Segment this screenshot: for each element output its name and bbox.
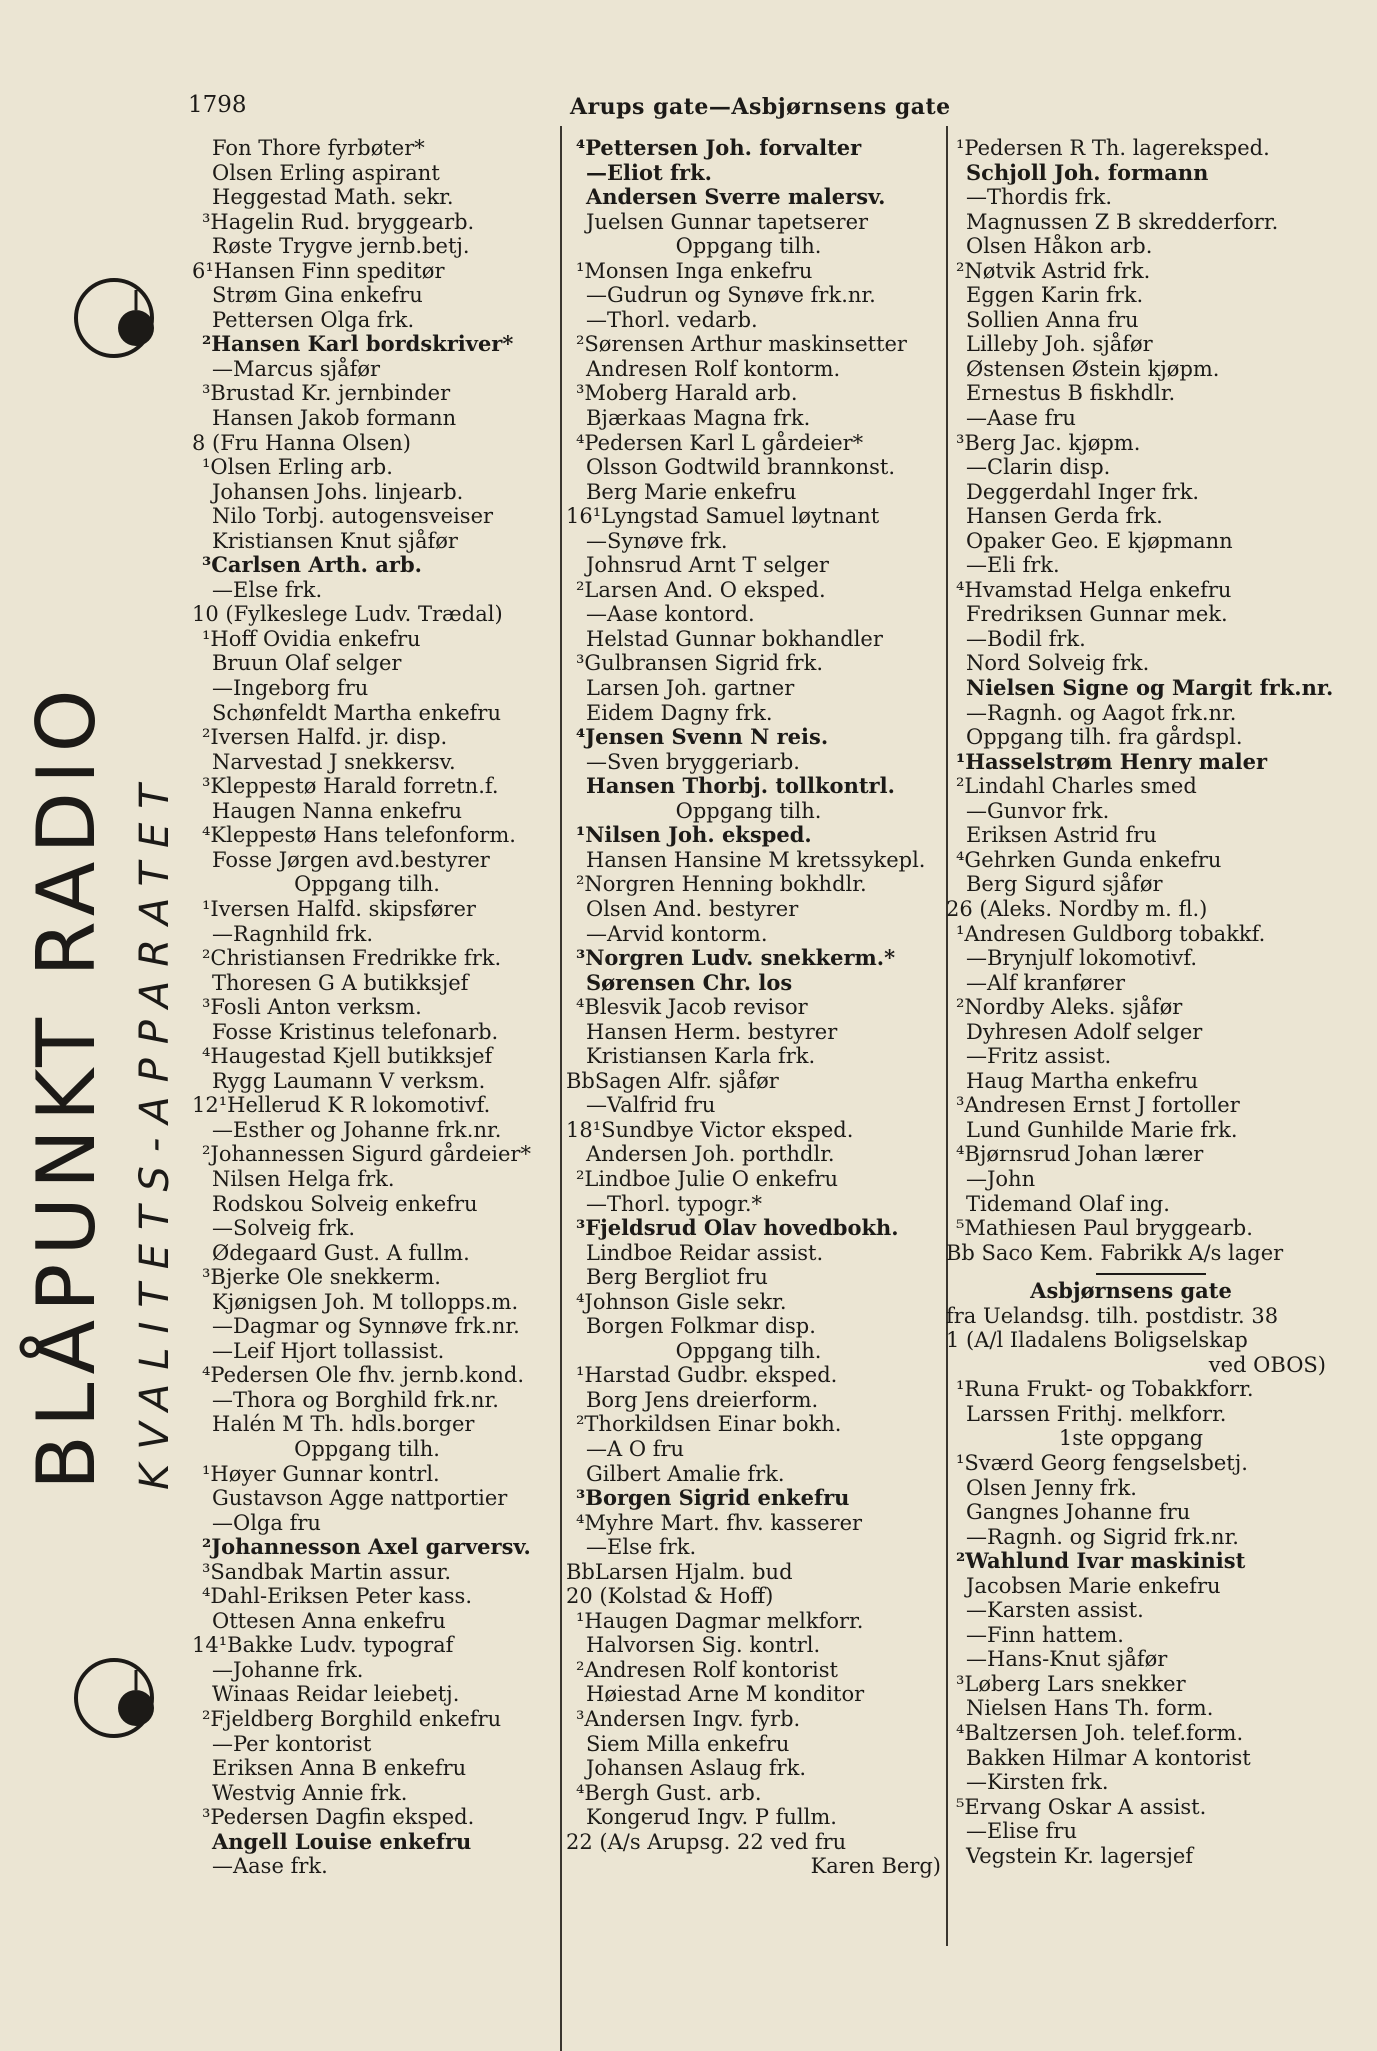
directory-entry: —Arvid kontorm.	[586, 921, 768, 946]
directory-entry: Høiestad Arne M konditor	[586, 1682, 865, 1707]
directory-entry: 1 (A/l Iladalens Boligselskap	[946, 1328, 1248, 1353]
directory-entry: Lund Gunhilde Marie frk.	[966, 1117, 1238, 1142]
directory-entry: Sørensen Chr. los	[586, 969, 793, 995]
directory-entry: ⁴Dahl-Eriksen Peter kass.	[202, 1584, 472, 1609]
directory-entry: ²Nøtvik Astrid frk.	[956, 258, 1151, 283]
directory-entry: Hansen Herm. bestyrer	[586, 1019, 838, 1044]
directory-entry: ³Hagelin Rud. bryggearb.	[202, 209, 475, 234]
directory-entry: ³Carlsen Arth. arb.	[202, 552, 422, 578]
directory-column-1	[192, 136, 562, 1879]
directory-entry: Jacobsen Marie enkefru	[966, 1573, 1221, 1598]
directory-entry: —Kirsten frk.	[966, 1770, 1109, 1795]
directory-entry: —Johanne frk.	[212, 1657, 364, 1682]
directory-entry: —Ragnh. og Aagot frk.nr.	[966, 700, 1237, 725]
directory-column-2	[566, 136, 951, 1879]
directory-entry: Oppgang tilh.	[675, 798, 822, 823]
directory-entry: ¹Olsen Erling arb.	[202, 455, 393, 480]
directory-entry: Juelsen Gunnar tapetserer	[586, 209, 869, 234]
directory-entry: —Hans-Knut sjåfør	[966, 1647, 1168, 1672]
directory-entry: ⁴Bergh Gust. arb.	[576, 1780, 762, 1805]
directory-entry: —Else frk.	[586, 1535, 697, 1560]
directory-entry: ¹Harstad Gudbr. eksped.	[576, 1363, 838, 1388]
directory-entry: ²Hansen Karl bordskriver*	[202, 331, 514, 357]
directory-entry: Andersen Joh. porthdlr.	[586, 1142, 835, 1167]
directory-entry: ³Løberg Lars snekker	[956, 1671, 1186, 1696]
directory-entry: Deggerdahl Inger frk.	[966, 479, 1200, 504]
directory-entry: Borgen Folkmar disp.	[586, 1314, 816, 1339]
directory-entry: 8 (Fru Hanna Olsen)	[192, 430, 411, 455]
directory-entry: Thoresen G A butikksjef	[212, 970, 469, 995]
directory-entry: 10 (Fylkeslege Ludv. Trædal)	[192, 602, 503, 627]
directory-entry: Berg Bergliot fru	[586, 1265, 768, 1290]
directory-entry: ³Bjerke Ole snekkerm.	[202, 1265, 441, 1290]
directory-entry: ²Lindboe Julie O enkefru	[576, 1166, 839, 1191]
directory-entry: Ottesen Anna enkefru	[212, 1608, 446, 1633]
directory-entry: 18¹Sundbye Victor eksped.	[566, 1117, 854, 1142]
directory-entry: ³Moberg Harald arb.	[576, 381, 798, 406]
directory-entry: ³Fjeldsrud Olav hovedbokh.	[576, 1215, 899, 1241]
directory-entry: Bb Saco Kem. Fabrikk A/s lager	[946, 1240, 1284, 1265]
directory-entry: Haugen Nanna enkefru	[212, 798, 463, 823]
directory-entry: Nord Solveig frk.	[966, 651, 1150, 676]
directory-entry: ²Thorkildsen Einar bokh.	[576, 1412, 842, 1437]
directory-entry: Dyhresen Adolf selger	[966, 1019, 1203, 1044]
directory-entry: Fon Thore fyrbøter*	[212, 136, 425, 160]
directory-entry: Lindboe Reidar assist.	[586, 1240, 824, 1265]
directory-entry: Nilo Torbj. autogensveiser	[212, 504, 494, 529]
directory-entry: ¹Monsen Inga enkefru	[576, 258, 813, 283]
directory-entry: Opaker Geo. E kjøpmann	[966, 528, 1233, 553]
page-header: Arups gate—Asbjørnsens gate	[570, 94, 951, 120]
directory-entry: Karen Berg)	[810, 1854, 941, 1879]
directory-entry: —Finn hattem.	[966, 1622, 1124, 1647]
directory-entry: ¹Høyer Gunnar kontrl.	[202, 1461, 440, 1486]
directory-entry: Eriksen Anna B enkefru	[212, 1756, 467, 1781]
directory-entry: —A O fru	[586, 1436, 685, 1461]
directory-entry: Kristiansen Knut sjåfør	[212, 528, 458, 553]
directory-entry: —Olga fru	[212, 1510, 321, 1535]
directory-entry: 6¹Hansen Finn speditør	[192, 258, 445, 283]
directory-entry: Østensen Østein kjøpm.	[966, 356, 1220, 381]
directory-entry: Eggen Karin frk.	[966, 283, 1144, 308]
directory-entry: 1ste oppgang	[1058, 1426, 1204, 1451]
directory-entry: ⁴Hvamstad Helga enkefru	[956, 577, 1232, 602]
directory-entry: ¹Hoff Ovidia enkefru	[202, 626, 421, 651]
directory-entry: ³Berg Jac. kjøpm.	[956, 430, 1141, 455]
directory-entry: Kongerud Ingv. P fullm.	[586, 1805, 837, 1830]
directory-entry: —Dagmar og Synnøve frk.nr.	[212, 1314, 520, 1339]
directory-entry: Angell Louise enkefru	[212, 1828, 472, 1854]
directory-entry: Nielsen Signe og Margit frk.nr.	[966, 675, 1334, 701]
directory-entry: Heggestad Math. sekr.	[212, 185, 454, 210]
directory-entry: ³Pedersen Dagfin eksped.	[202, 1805, 475, 1830]
directory-entry: —Solveig frk.	[212, 1216, 356, 1241]
directory-column-3	[946, 136, 1336, 1868]
directory-entry: ⁴Pedersen Ole fhv. jernb.kond.	[202, 1363, 525, 1388]
directory-entry: BbLarsen Hjalm. bud	[566, 1559, 793, 1584]
directory-entry: Bjærkaas Magna frk.	[586, 406, 811, 431]
directory-entry: ²Lindahl Charles smed	[956, 774, 1197, 799]
directory-entry: ²Sørensen Arthur maskinsetter	[576, 332, 907, 357]
directory-entry: Larssen Frithj. melkforr.	[966, 1401, 1227, 1426]
directory-entry: —Ragnhild frk.	[212, 921, 374, 946]
directory-entry: —Per kontorist	[212, 1731, 372, 1756]
directory-entry: Rygg Laumann V verksm.	[212, 1068, 486, 1093]
directory-entry: Gustavson Agge nattportier	[212, 1486, 508, 1511]
directory-entry: ²Christiansen Fredrikke frk.	[202, 946, 502, 971]
directory-entry: Ernestus B fiskhdlr.	[966, 381, 1176, 406]
directory-entry: ved OBOS)	[1208, 1352, 1326, 1377]
directory-entry: —Marcus sjåfør	[212, 356, 381, 381]
directory-entry: Haug Martha enkefru	[966, 1068, 1199, 1093]
directory-entry: Asbjørnsens gate	[1030, 1278, 1232, 1304]
directory-entry: —Gudrun og Synøve frk.nr.	[586, 283, 876, 308]
directory-entry: Johnsrud Arnt T selger	[586, 553, 829, 578]
directory-entry: Oppgang tilh.	[675, 234, 822, 259]
directory-entry: ¹Hasselstrøm Henry maler	[956, 748, 1268, 774]
blaupunkt-logo-icon	[70, 270, 166, 366]
directory-entry: ³Kleppestø Harald forretn.f.	[202, 774, 499, 799]
directory-entry: —Alf kranfører	[966, 970, 1126, 995]
directory-entry: ⁵Mathiesen Paul bryggearb.	[956, 1216, 1253, 1241]
directory-entry: Winaas Reidar leiebetj.	[212, 1682, 460, 1707]
directory-entry: Strøm Gina enkefru	[212, 283, 423, 308]
directory-entry: —Else frk.	[212, 577, 323, 602]
directory-entry: Oppgang tilh.	[294, 872, 440, 897]
directory-entry: Røste Trygve jernb.betj.	[212, 234, 470, 259]
directory-entry: ²Iversen Halfd. jr. disp.	[202, 725, 448, 750]
directory-entry: ⁴Jensen Svenn N reis.	[576, 724, 829, 750]
directory-entry: Oppgang tilh.	[675, 1338, 822, 1363]
page-number: 1798	[188, 92, 247, 118]
directory-entry: —Ragnh. og Sigrid frk.nr.	[966, 1524, 1239, 1549]
directory-entry: Andresen Rolf kontorm.	[586, 356, 841, 381]
directory-entry: Bruun Olaf selger	[212, 651, 402, 676]
directory-entry: Pettersen Olga frk.	[212, 307, 415, 332]
directory-entry: Olsen Erling aspirant	[212, 160, 440, 185]
directory-entry: Olsen And. bestyrer	[586, 896, 799, 921]
directory-entry: ⁴Johnson Gisle sekr.	[576, 1289, 787, 1314]
directory-entry: —Sven bryggeriarb.	[586, 749, 800, 774]
directory-entry: —Leif Hjort tollassist.	[212, 1338, 445, 1363]
directory-entry: —John	[966, 1166, 1036, 1191]
directory-entry: —Bodil frk.	[966, 626, 1086, 651]
directory-entry: ³Brustad Kr. jernbinder	[202, 381, 451, 406]
directory-entry: ²Wahlund Ivar maskinist	[956, 1548, 1246, 1574]
directory-entry: Lilleby Joh. sjåfør	[966, 332, 1153, 357]
directory-entry: —Synøve frk.	[586, 528, 728, 553]
directory-entry: Hansen Hansine M kretssykepl.	[586, 847, 926, 872]
directory-entry: Johansen Aslaug frk.	[586, 1756, 807, 1781]
directory-entry: Hansen Thorbj. tollkontrl.	[586, 773, 895, 799]
directory-entry: Berg Sigurd sjåfør	[966, 872, 1163, 897]
directory-entry: Bakken Hilmar A kontorist	[966, 1745, 1251, 1770]
directory-entry: ⁴Pedersen Karl L gårdeier*	[576, 430, 864, 455]
directory-entry: Gangnes Johanne fru	[966, 1500, 1191, 1525]
directory-entry: Narvestad J snekkersv.	[212, 749, 456, 774]
directory-entry: ⁴Blesvik Jacob revisor	[576, 995, 808, 1020]
directory-entry: —Gunvor frk.	[966, 798, 1110, 823]
directory-entry: Olsen Håkon arb.	[966, 234, 1153, 259]
directory-entry: —Thorl. typogr.*	[586, 1191, 763, 1216]
directory-entry: —Eli frk.	[966, 553, 1060, 578]
directory-entry: Fosse Kristinus telefonarb.	[212, 1019, 499, 1044]
directory-entry: Hansen Gerda frk.	[966, 504, 1163, 529]
directory-entry: Helstad Gunnar bokhandler	[586, 626, 883, 651]
directory-entry: Gilbert Amalie frk.	[586, 1461, 785, 1486]
directory-entry: ²Fjeldberg Borghild enkefru	[202, 1707, 502, 1731]
directory-entry: ³Gulbransen Sigrid frk.	[576, 651, 823, 676]
directory-entry: Schønfeldt Martha enkefru	[212, 700, 501, 725]
directory-entry: —Elise fru	[966, 1819, 1077, 1844]
directory-entry: —Eliot frk.	[586, 159, 712, 185]
directory-entry: ⁴Gehrken Gunda enkefru	[956, 847, 1222, 872]
directory-entry: Magnussen Z B skredderforr.	[966, 209, 1279, 234]
directory-entry: ¹Nilsen Joh. eksped.	[576, 822, 812, 848]
directory-entry: ⁵Ervang Oskar A assist.	[956, 1794, 1207, 1819]
directory-entry: —Clarin disp.	[966, 455, 1111, 480]
directory-entry: ¹Sværd Georg fengselsbetj.	[956, 1450, 1248, 1475]
directory-entry: ²Johannessen Sigurd gårdeier*	[202, 1142, 531, 1167]
directory-entry: Halvorsen Sig. kontrl.	[586, 1633, 821, 1658]
directory-entry: ⁴Kleppestø Hans telefonform.	[202, 823, 516, 848]
directory-entry: 16¹Lyngstad Samuel løytnant	[566, 504, 880, 529]
directory-entry: ³Sandbak Martin assur.	[202, 1559, 452, 1584]
directory-entry: Rodskou Solveig enkefru	[212, 1191, 478, 1216]
directory-entry: Oppgang tilh. fra gårdspl.	[966, 725, 1243, 750]
directory-entry: ¹Haugen Dagmar melkforr.	[576, 1608, 864, 1633]
directory-entry: ²Andresen Rolf kontorist	[576, 1657, 838, 1682]
directory-entry: —Karsten assist.	[966, 1598, 1144, 1623]
directory-entry: ⁴Myhre Mart. fhv. kasserer	[576, 1510, 863, 1535]
directory-entry: ³Fosli Anton verksm.	[202, 995, 422, 1020]
directory-entry: —Aase kontord.	[586, 602, 755, 627]
directory-entry: ¹Pedersen R Th. lagereksped.	[956, 136, 1270, 160]
directory-entry: Westvig Annie frk.	[212, 1780, 408, 1805]
directory-entry: —Thora og Borghild frk.nr.	[212, 1387, 499, 1412]
directory-entry: Olsson Godtwild brannkonst.	[586, 455, 895, 480]
directory-entry: —Aase fru	[966, 406, 1076, 431]
directory-entry: 20 (Kolstad & Hoff)	[566, 1584, 774, 1609]
directory-entry: ²Nordby Aleks. sjåfør	[956, 995, 1183, 1020]
directory-entry: ³Andresen Ernst J fortoller	[956, 1093, 1240, 1118]
directory-entry: Nilsen Helga frk.	[212, 1166, 395, 1191]
directory-entry: Hansen Jakob formann	[212, 406, 457, 431]
directory-entry: Berg Marie enkefru	[586, 479, 797, 504]
directory-entry: —Aase frk.	[212, 1854, 328, 1879]
directory-entry: ¹Runa Frukt- og Tobakkforr.	[956, 1377, 1254, 1402]
directory-entry: ²Norgren Henning bokhdlr.	[576, 872, 867, 897]
directory-entry: ⁴Baltzersen Joh. telef.form.	[956, 1721, 1244, 1745]
directory-entry: Fredriksen Gunnar mek.	[966, 602, 1228, 627]
directory-entry: 14¹Bakke Ludv. typograf	[192, 1633, 454, 1658]
directory-entry: Kjønigsen Joh. M tollopps.m.	[212, 1289, 519, 1314]
directory-entry: Borg Jens dreierform.	[586, 1387, 819, 1412]
directory-entry: ⁴Haugestad Kjell butikksjef	[202, 1044, 493, 1069]
directory-entry: Halén M Th. hdls.borger	[212, 1412, 475, 1437]
directory-entry: —Valfrid fru	[586, 1093, 716, 1118]
directory-entry: Eriksen Astrid fru	[966, 823, 1157, 848]
directory-entry: Olsen Jenny frk.	[966, 1475, 1137, 1500]
directory-entry: Oppgang tilh.	[294, 1436, 440, 1461]
directory-entry: ³Andersen Ingv. fyrb.	[576, 1707, 801, 1731]
directory-entry: —Thorl. vedarb.	[586, 307, 758, 332]
directory-entry: ³Borgen Sigrid enkefru	[576, 1485, 850, 1511]
directory-entry: Eidem Dagny frk.	[586, 700, 773, 725]
directory-entry: ¹Andresen Guldborg tobakkf.	[956, 921, 1266, 946]
directory-entry: ¹Iversen Halfd. skipsfører	[202, 896, 476, 921]
directory-entry: fra Uelandsg. tilh. postdistr. 38	[946, 1303, 1279, 1328]
directory-entry: —Ingeborg fru	[212, 676, 369, 701]
blaupunkt-logo-icon	[70, 1650, 166, 1746]
directory-entry: 22 (A/s Arupsg. 22 ved fru	[566, 1829, 847, 1854]
directory-entry: Sollien Anna fru	[966, 307, 1139, 332]
directory-entry: —Brynjulf lokomotivf.	[966, 946, 1198, 971]
directory-entry: ⁴Bjørnsrud Johan lærer	[956, 1142, 1204, 1167]
directory-entry: 12¹Hellerud K R lokomotivf.	[192, 1093, 491, 1118]
directory-entry: ²Larsen And. O eksped.	[576, 577, 826, 602]
directory-entry: Schjoll Joh. formann	[966, 159, 1209, 185]
ad-headline: BLÅPUNKT RADIO	[20, 681, 113, 1490]
directory-entry: Johansen Johs. linjearb.	[212, 479, 464, 504]
directory-entry: Ødegaard Gust. A fullm.	[212, 1240, 470, 1265]
directory-entry: Nielsen Hans Th. form.	[966, 1696, 1214, 1721]
directory-entry: Andersen Sverre malersv.	[586, 184, 886, 210]
directory-entry: ⁴Pettersen Joh. forvalter	[576, 135, 862, 160]
directory-entry: Larsen Joh. gartner	[586, 676, 795, 701]
directory-entry: —Esther og Johanne frk.nr.	[212, 1117, 502, 1142]
directory-entry: Fosse Jørgen avd.bestyrer	[212, 847, 490, 872]
directory-entry: Tidemand Olaf ing.	[966, 1191, 1170, 1216]
directory-entry: ²Johannesson Axel garversv.	[202, 1534, 531, 1560]
directory-entry: —Thordis frk.	[966, 185, 1113, 210]
directory-entry: Kristiansen Karla frk.	[586, 1044, 816, 1069]
ad-tagline: KVALITETS-APPARATET	[132, 770, 178, 1490]
directory-entry: BbSagen Alfr. sjåfør	[566, 1068, 779, 1093]
directory-entry: 26 (Aleks. Nordby m. fl.)	[946, 896, 1208, 921]
directory-entry: Siem Milla enkefru	[586, 1731, 790, 1756]
directory-entry: Vegstein Kr. lagersjef	[966, 1843, 1194, 1868]
section-divider	[1096, 1273, 1206, 1275]
directory-entry: ³Norgren Ludv. snekkerm.*	[576, 945, 896, 971]
directory-entry: —Fritz assist.	[966, 1044, 1112, 1069]
